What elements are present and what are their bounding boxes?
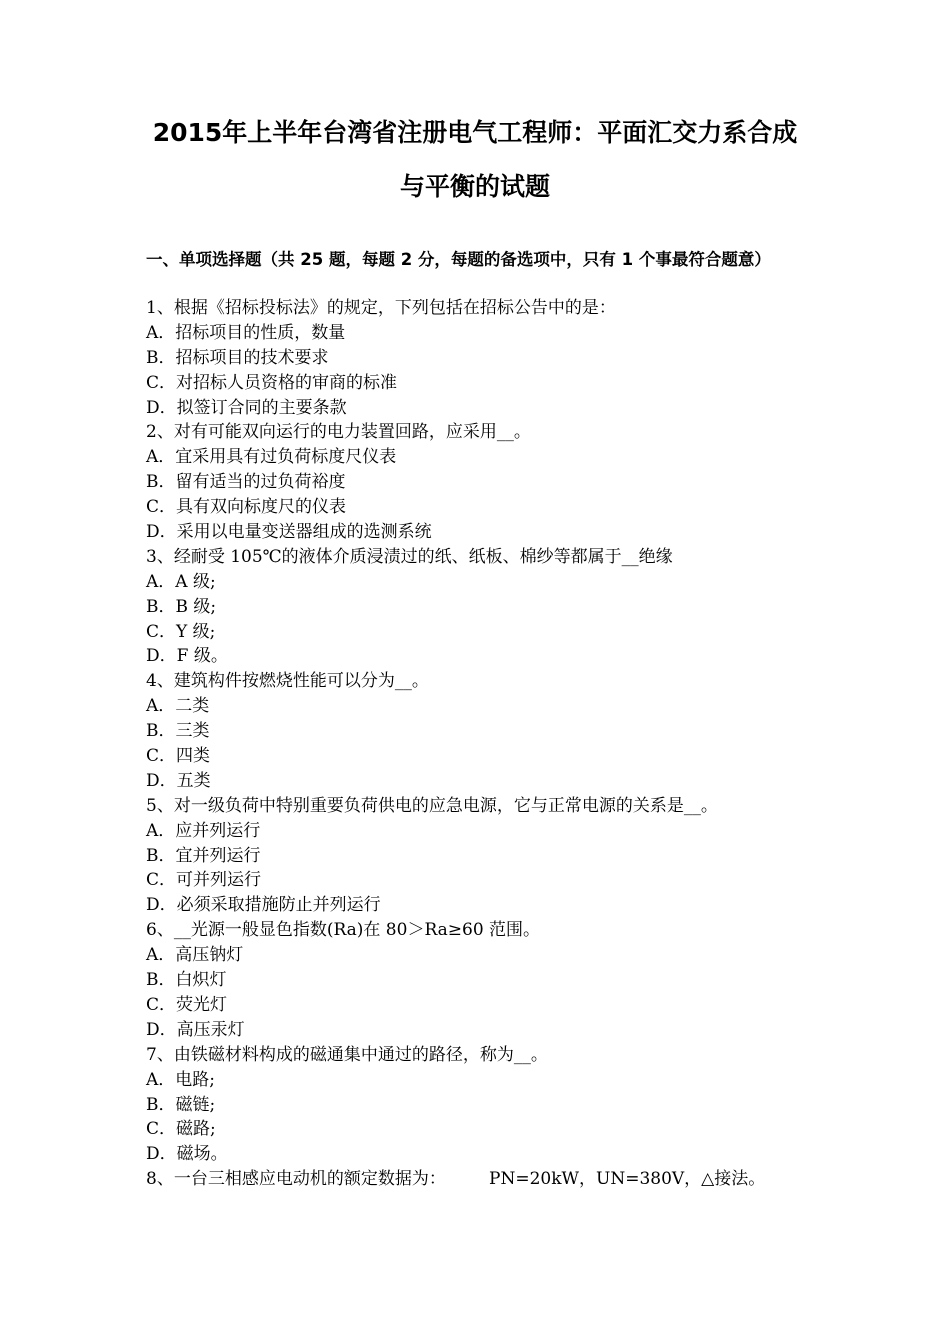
option-2b: B．留有适当的过负荷裕度 bbox=[146, 472, 346, 493]
option-4c: C．四类 bbox=[146, 746, 211, 767]
question-list bbox=[146, 296, 826, 1192]
option-1b: B．招标项目的技术要求 bbox=[146, 347, 329, 368]
option-6b: B．白炽灯 bbox=[146, 970, 227, 991]
option-4a: A．二类 bbox=[146, 696, 210, 717]
option-5c: C．可并列运行 bbox=[146, 870, 262, 891]
option-2d: D．采用以电量变送器组成的选测系统 bbox=[146, 522, 432, 543]
section-heading: 一、单项选择题（共 25 题，每题 2 分，每题的备选项中，只有 1 个事最符合题意） bbox=[146, 250, 771, 269]
document-title-line-2: 与平衡的试题 bbox=[399, 172, 550, 201]
option-3b: B．B 级; bbox=[146, 596, 217, 617]
document-title-line-1: 2015年上半年台湾省注册电气工程师：平面汇交力系合成 bbox=[152, 118, 798, 147]
question-5: 5、对一级负荷中特别重要负荷供电的应急电源，它与正常电源的关系是__。 bbox=[146, 795, 718, 816]
option-7b: B．磁链; bbox=[146, 1094, 216, 1115]
question-1: 1、根据《招标投标法》的规定，下列包括在招标公告中的是： bbox=[146, 298, 616, 318]
option-5a: A．应并列运行 bbox=[146, 820, 261, 841]
option-1d: D．拟签订合同的主要条款 bbox=[146, 397, 347, 418]
option-1a: A．招标项目的性质，数量 bbox=[146, 322, 346, 343]
option-7c: C．磁路; bbox=[146, 1119, 216, 1140]
option-3c: C．Y 级; bbox=[146, 621, 216, 642]
option-3a: A．A 级; bbox=[146, 571, 216, 592]
question-8: 8、一台三相感应电动机的额定数据为： PN=20kW，UN=380V，△接法。 bbox=[146, 1169, 766, 1190]
option-6c: C．荧光灯 bbox=[146, 994, 228, 1015]
question-6: 6、__光源一般显色指数(Ra)在 80＞Ra≥60 范围。 bbox=[146, 920, 541, 941]
option-5b: B．宜并列运行 bbox=[146, 845, 261, 866]
option-2c: C．具有双向标度尺的仪表 bbox=[146, 497, 347, 518]
option-5d: D．必须采取措施防止并列运行 bbox=[146, 895, 381, 916]
option-6a: A．高压钠灯 bbox=[146, 945, 244, 966]
option-2a: A．宜采用具有过负荷标度尺仪表 bbox=[146, 447, 397, 468]
option-4b: B．三类 bbox=[146, 721, 210, 742]
question-2: 2、对有可能双向运行的电力装置回路，应采用__。 bbox=[146, 422, 531, 443]
option-7d: D．磁场。 bbox=[146, 1144, 228, 1165]
question-3: 3、经耐受 105℃的液体介质浸渍过的纸、纸板、棉纱等都属于__绝缘 bbox=[146, 546, 673, 567]
option-1c: C．对招标人员资格的审商的标准 bbox=[146, 372, 398, 393]
question-7: 7、由铁磁材料构成的磁通集中通过的路径，称为__。 bbox=[146, 1044, 548, 1065]
question-4: 4、建筑构件按燃烧性能可以分为__。 bbox=[146, 671, 429, 692]
option-3d: D．F 级。 bbox=[146, 646, 228, 667]
option-7a: A．电路; bbox=[146, 1069, 216, 1090]
option-4d: D．五类 bbox=[146, 770, 211, 791]
option-6d: D．高压汞灯 bbox=[146, 1019, 245, 1040]
